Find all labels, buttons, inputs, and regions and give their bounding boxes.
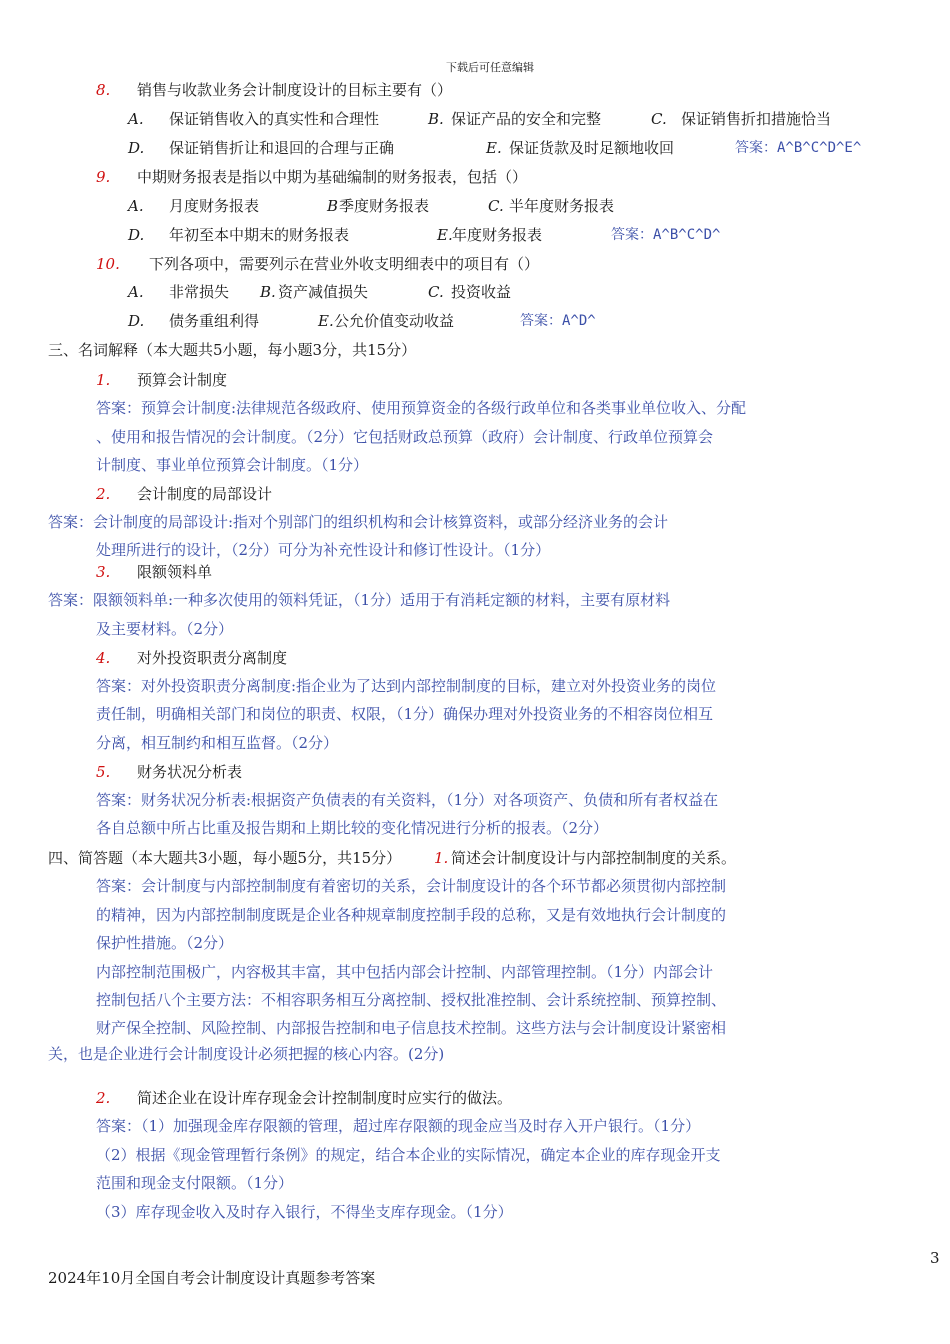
answer-line: 范围和现金支付限额。（1分） [96,1174,294,1192]
option-letter: C. [651,110,667,128]
option-letter: A. [128,283,144,301]
question-text: 中期财务报表是指以中期为基础编制的财务报表，包括（） [137,168,528,186]
answer-line: 财产保全控制、风险控制、内部报告控制和电子信息技术控制。这些方法与会计制度设计紧密相 [96,1019,727,1037]
section-heading: 三、名词解释（本大题共5小题，每小题3分，共15分） [48,341,417,359]
question-text: 销售与收款业务会计制度设计的目标主要有（） [137,81,453,99]
term-title: 财务状况分析表 [137,763,243,781]
option-letter: A. [128,197,144,215]
question-number: 8. [96,81,111,99]
answer-line: 答案：财务状况分析表:根据资产负债表的有关资料，（1分）对各项资产、负债和所有者权益在 [96,791,719,809]
answer-text: 答案：A^B^C^D^ [611,227,721,243]
answer-line: （2）根据《现金管理暂行条例》的规定，结合本企业的实际情况，确定本企业的库存现金开支 [96,1146,721,1164]
term-title: 限额领料单 [137,563,213,581]
term-number: 2. [96,485,111,503]
term-title: 对外投资职责分离制度 [137,649,288,667]
answer-line: 答案：预算会计制度:法律规范各级政府、使用预算资金的各级行政单位和各类事业单位收入、分配 [96,399,747,417]
question-number: 2. [96,1089,111,1107]
answer-line: 处理所进行的设计，（2分）可分为补充性设计和修订性设计。（1分） [96,541,551,559]
option-letter: D. [128,226,145,244]
answer-line: 答案：对外投资职责分离制度:指企业为了达到内部控制制度的目标，建立对外投资业务的岗位 [96,677,717,695]
option-letter: E. [437,226,453,244]
section-heading: 四、简答题（本大题共3小题，每小题5分，共15分） [48,849,402,867]
page-number: 3 [930,1249,940,1267]
answer-line: 计制度、事业单位预算会计制度。（1分） [96,456,369,474]
term-title: 会计制度的局部设计 [137,485,273,503]
option-letter: B. [428,110,444,128]
footer-title: 2024年10月全国自考会计制度设计真题参考答案 [48,1269,376,1287]
option-text: 季度财务报表 [339,197,430,215]
option-text: 资产减值损失 [278,283,369,301]
term-number: 4. [96,649,111,667]
option-letter: B [327,197,339,215]
option-text: 半年度财务报表 [509,197,615,215]
option-text: 投资收益 [451,283,512,301]
question-number: 9. [96,168,111,186]
option-text: 公允价值变动收益 [334,312,455,330]
answer-line: 及主要材料。（2分） [96,620,234,638]
answer-text: 答案：A^D^ [520,313,596,329]
answer-line: 责任制，明确相关部门和岗位的职责、权限，（1分）确保办理对外投资业务的不相容岗位相互 [96,705,714,723]
question-text: 简述企业在设计库存现金会计控制制度时应实行的做法。 [137,1089,513,1107]
option-text: 保证销售折扣措施恰当 [681,110,832,128]
question-text: 下列各项中，需要列示在营业外收支明细表中的项目有（） [149,255,540,273]
question-number: 10. [96,255,120,273]
option-letter: C. [428,283,444,301]
term-number: 1. [96,371,111,389]
option-letter: C. [488,197,504,215]
question-number: 1. [434,849,449,867]
answer-line: 答案：会计制度与内部控制制度有着密切的关系，会计制度设计的各个环节都必须贯彻内部控制 [96,877,727,895]
option-text: 年度财务报表 [452,226,543,244]
answer-line: 保护性措施。（2分） [96,934,234,952]
option-text: 债务重组利得 [169,312,260,330]
option-letter: D. [128,312,145,330]
term-number: 3. [96,563,111,581]
term-number: 5. [96,763,111,781]
answer-line: 答案：会计制度的局部设计:指对个别部门的组织机构和会计核算资料，或部分经济业务的会计 [48,513,669,531]
answer-line: 控制包括八个主要方法：不相容职务相互分离控制、授权批准控制、会计系统控制、预算控制、 [96,991,727,1009]
answer-text: 答案：A^B^C^D^E^ [735,140,862,156]
option-letter: D. [128,139,145,157]
answer-line: 内部控制范围极广，内容极其丰富，其中包括内部会计控制、内部管理控制。（1分）内部会计 [96,963,714,981]
option-letter: E. [318,312,334,330]
answer-line: 关，也是企业进行会计制度设计必须把握的核心内容。(2分) [48,1045,445,1063]
option-text: 保证销售折让和退回的合理与正确 [169,139,395,157]
option-text: 保证销售收入的真实性和合理性 [169,110,380,128]
term-title: 预算会计制度 [137,371,228,389]
question-text: 简述会计制度设计与内部控制制度的关系。 [451,849,737,867]
answer-line: 答案：（1）加强现金库存限额的管理，超过库存限额的现金应当及时存入开户银行。（1分） [96,1117,701,1135]
option-letter: E. [486,139,502,157]
answer-line: 分离，相互制约和相互监督。（2分） [96,734,339,752]
option-letter: A. [128,110,144,128]
answer-line: 、使用和报告情况的会计制度。（2分）它包括财政总预算（政府）会计制度、行政单位预算会 [96,428,714,446]
header-note: 下载后可任意编辑 [446,61,534,74]
option-text: 年初至本中期末的财务报表 [169,226,350,244]
option-text: 月度财务报表 [169,197,260,215]
answer-line: 答案：限额领料单:一种多次使用的领料凭证，（1分）适用于有消耗定额的材料，主要有原材料 [48,591,671,609]
answer-line: 的精神，因为内部控制制度既是企业各种规章制度控制手段的总称，又是有效地执行会计制度的 [96,906,727,924]
answer-line: 各自总额中所占比重及报告期和上期比较的变化情况进行分析的报表。（2分） [96,819,609,837]
option-text: 保证产品的安全和完整 [451,110,602,128]
option-text: 保证货款及时足额地收回 [509,139,675,157]
option-letter: B. [260,283,276,301]
option-text: 非常损失 [169,283,230,301]
answer-line: （3）库存现金收入及时存入银行，不得坐支库存现金。（1分） [96,1203,513,1221]
